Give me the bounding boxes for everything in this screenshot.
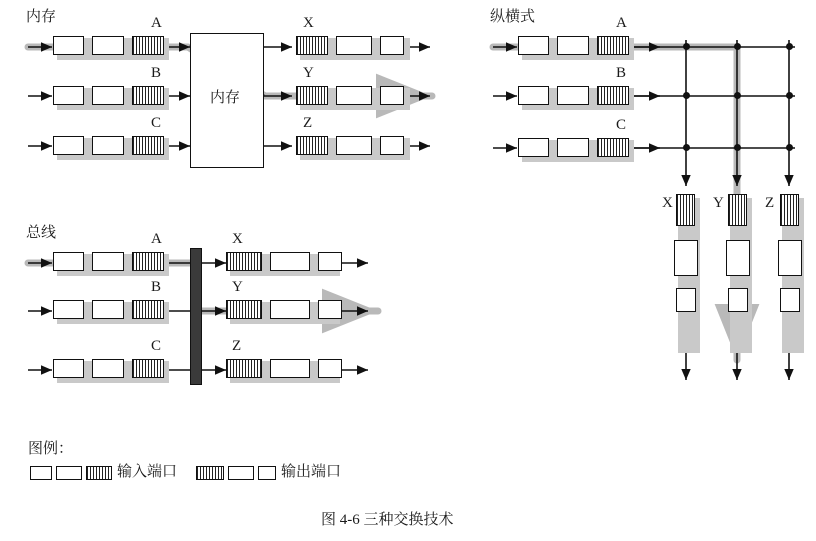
output-label-x: X [232, 231, 243, 247]
output-port-buffer [226, 252, 262, 271]
output-label-x: X [662, 195, 673, 211]
crosspoint-dot [734, 144, 741, 151]
input-port-buffer [597, 36, 629, 55]
input-port-buffer [132, 300, 164, 319]
input-label-a: A [151, 231, 162, 247]
legend-output-box [228, 466, 254, 480]
output-port-buffer [780, 194, 799, 226]
crosspoint-dot [683, 43, 690, 50]
panel-title-bus: 总线 [26, 225, 57, 241]
output-port-buffer [226, 300, 262, 319]
input-port-box [557, 86, 589, 105]
output-port-box [336, 86, 372, 105]
input-label-b: B [616, 65, 627, 81]
output-port-buffer [676, 194, 695, 226]
output-port-box [674, 240, 698, 276]
figure-caption: 图 4-6 三种交换技术 [321, 512, 454, 528]
crosspoint-dot [683, 92, 690, 99]
input-label-c: C [151, 115, 162, 131]
legend-input-buffer [86, 466, 112, 480]
output-port-box [380, 136, 404, 155]
bus-bar [190, 248, 202, 385]
input-port-box [53, 359, 84, 378]
input-port-buffer [132, 252, 164, 271]
input-label-c: C [151, 338, 162, 354]
input-port-buffer [132, 36, 164, 55]
output-port-box [318, 252, 342, 271]
output-port-box [270, 359, 310, 378]
memory-fabric-label: 内存 [210, 90, 241, 106]
output-port-box [380, 36, 404, 55]
output-port-box [726, 240, 750, 276]
output-label-y: Y [232, 279, 243, 295]
legend-output-buffer [196, 466, 224, 480]
legend-input-box [30, 466, 52, 480]
crosspoint-dot [734, 92, 741, 99]
input-label-b: B [151, 65, 162, 81]
output-port-box [380, 86, 404, 105]
output-label-y: Y [303, 65, 314, 81]
legend-input-box [56, 466, 82, 480]
output-label-z: Z [765, 195, 775, 211]
output-port-box [318, 359, 342, 378]
output-port-buffer [296, 136, 328, 155]
output-port-box [318, 300, 342, 319]
input-port-box [92, 300, 124, 319]
crosspoint-dot [786, 43, 793, 50]
output-port-box [780, 288, 800, 312]
input-port-box [92, 136, 124, 155]
input-label-c: C [616, 117, 627, 133]
output-port-box [336, 36, 372, 55]
input-port-box [92, 252, 124, 271]
input-port-box [557, 36, 589, 55]
output-label-y: Y [713, 195, 724, 211]
output-port-buffer [296, 36, 328, 55]
input-port-box [518, 138, 549, 157]
input-port-box [518, 36, 549, 55]
legend-title: 图例： [28, 441, 74, 457]
output-port-buffer [226, 359, 262, 378]
legend-input-label: 输入端口 [117, 464, 178, 480]
input-port-box [92, 359, 124, 378]
input-port-box [53, 252, 84, 271]
legend-output-label: 输出端口 [281, 464, 342, 480]
output-port-box [676, 288, 696, 312]
crosspoint-dot [734, 43, 741, 50]
crosspoint-dot [786, 144, 793, 151]
input-label-a: A [616, 15, 627, 31]
output-label-z: Z [232, 338, 242, 354]
crosspoint-dot [683, 144, 690, 151]
legend-output-box [258, 466, 276, 480]
output-port-box [728, 288, 748, 312]
input-port-box [53, 36, 84, 55]
input-port-box [92, 86, 124, 105]
input-port-buffer [132, 86, 164, 105]
panel-title-crossbar: 纵横式 [490, 9, 536, 25]
input-port-box [518, 86, 549, 105]
input-port-box [53, 86, 84, 105]
output-port-buffer [296, 86, 328, 105]
input-label-b: B [151, 279, 162, 295]
input-port-buffer [132, 359, 164, 378]
output-port-buffer [728, 194, 747, 226]
output-port-box [778, 240, 802, 276]
input-port-box [53, 300, 84, 319]
crosspoint-dot [786, 92, 793, 99]
output-port-box [336, 136, 372, 155]
output-label-z: Z [303, 115, 313, 131]
panel-title-memory: 内存 [26, 9, 57, 25]
output-label-x: X [303, 15, 314, 31]
output-port-box [270, 252, 310, 271]
input-port-buffer [597, 138, 629, 157]
input-label-a: A [151, 15, 162, 31]
input-port-box [53, 136, 84, 155]
input-port-buffer [132, 136, 164, 155]
output-port-box [270, 300, 310, 319]
input-port-buffer [597, 86, 629, 105]
input-port-box [92, 36, 124, 55]
input-port-box [557, 138, 589, 157]
